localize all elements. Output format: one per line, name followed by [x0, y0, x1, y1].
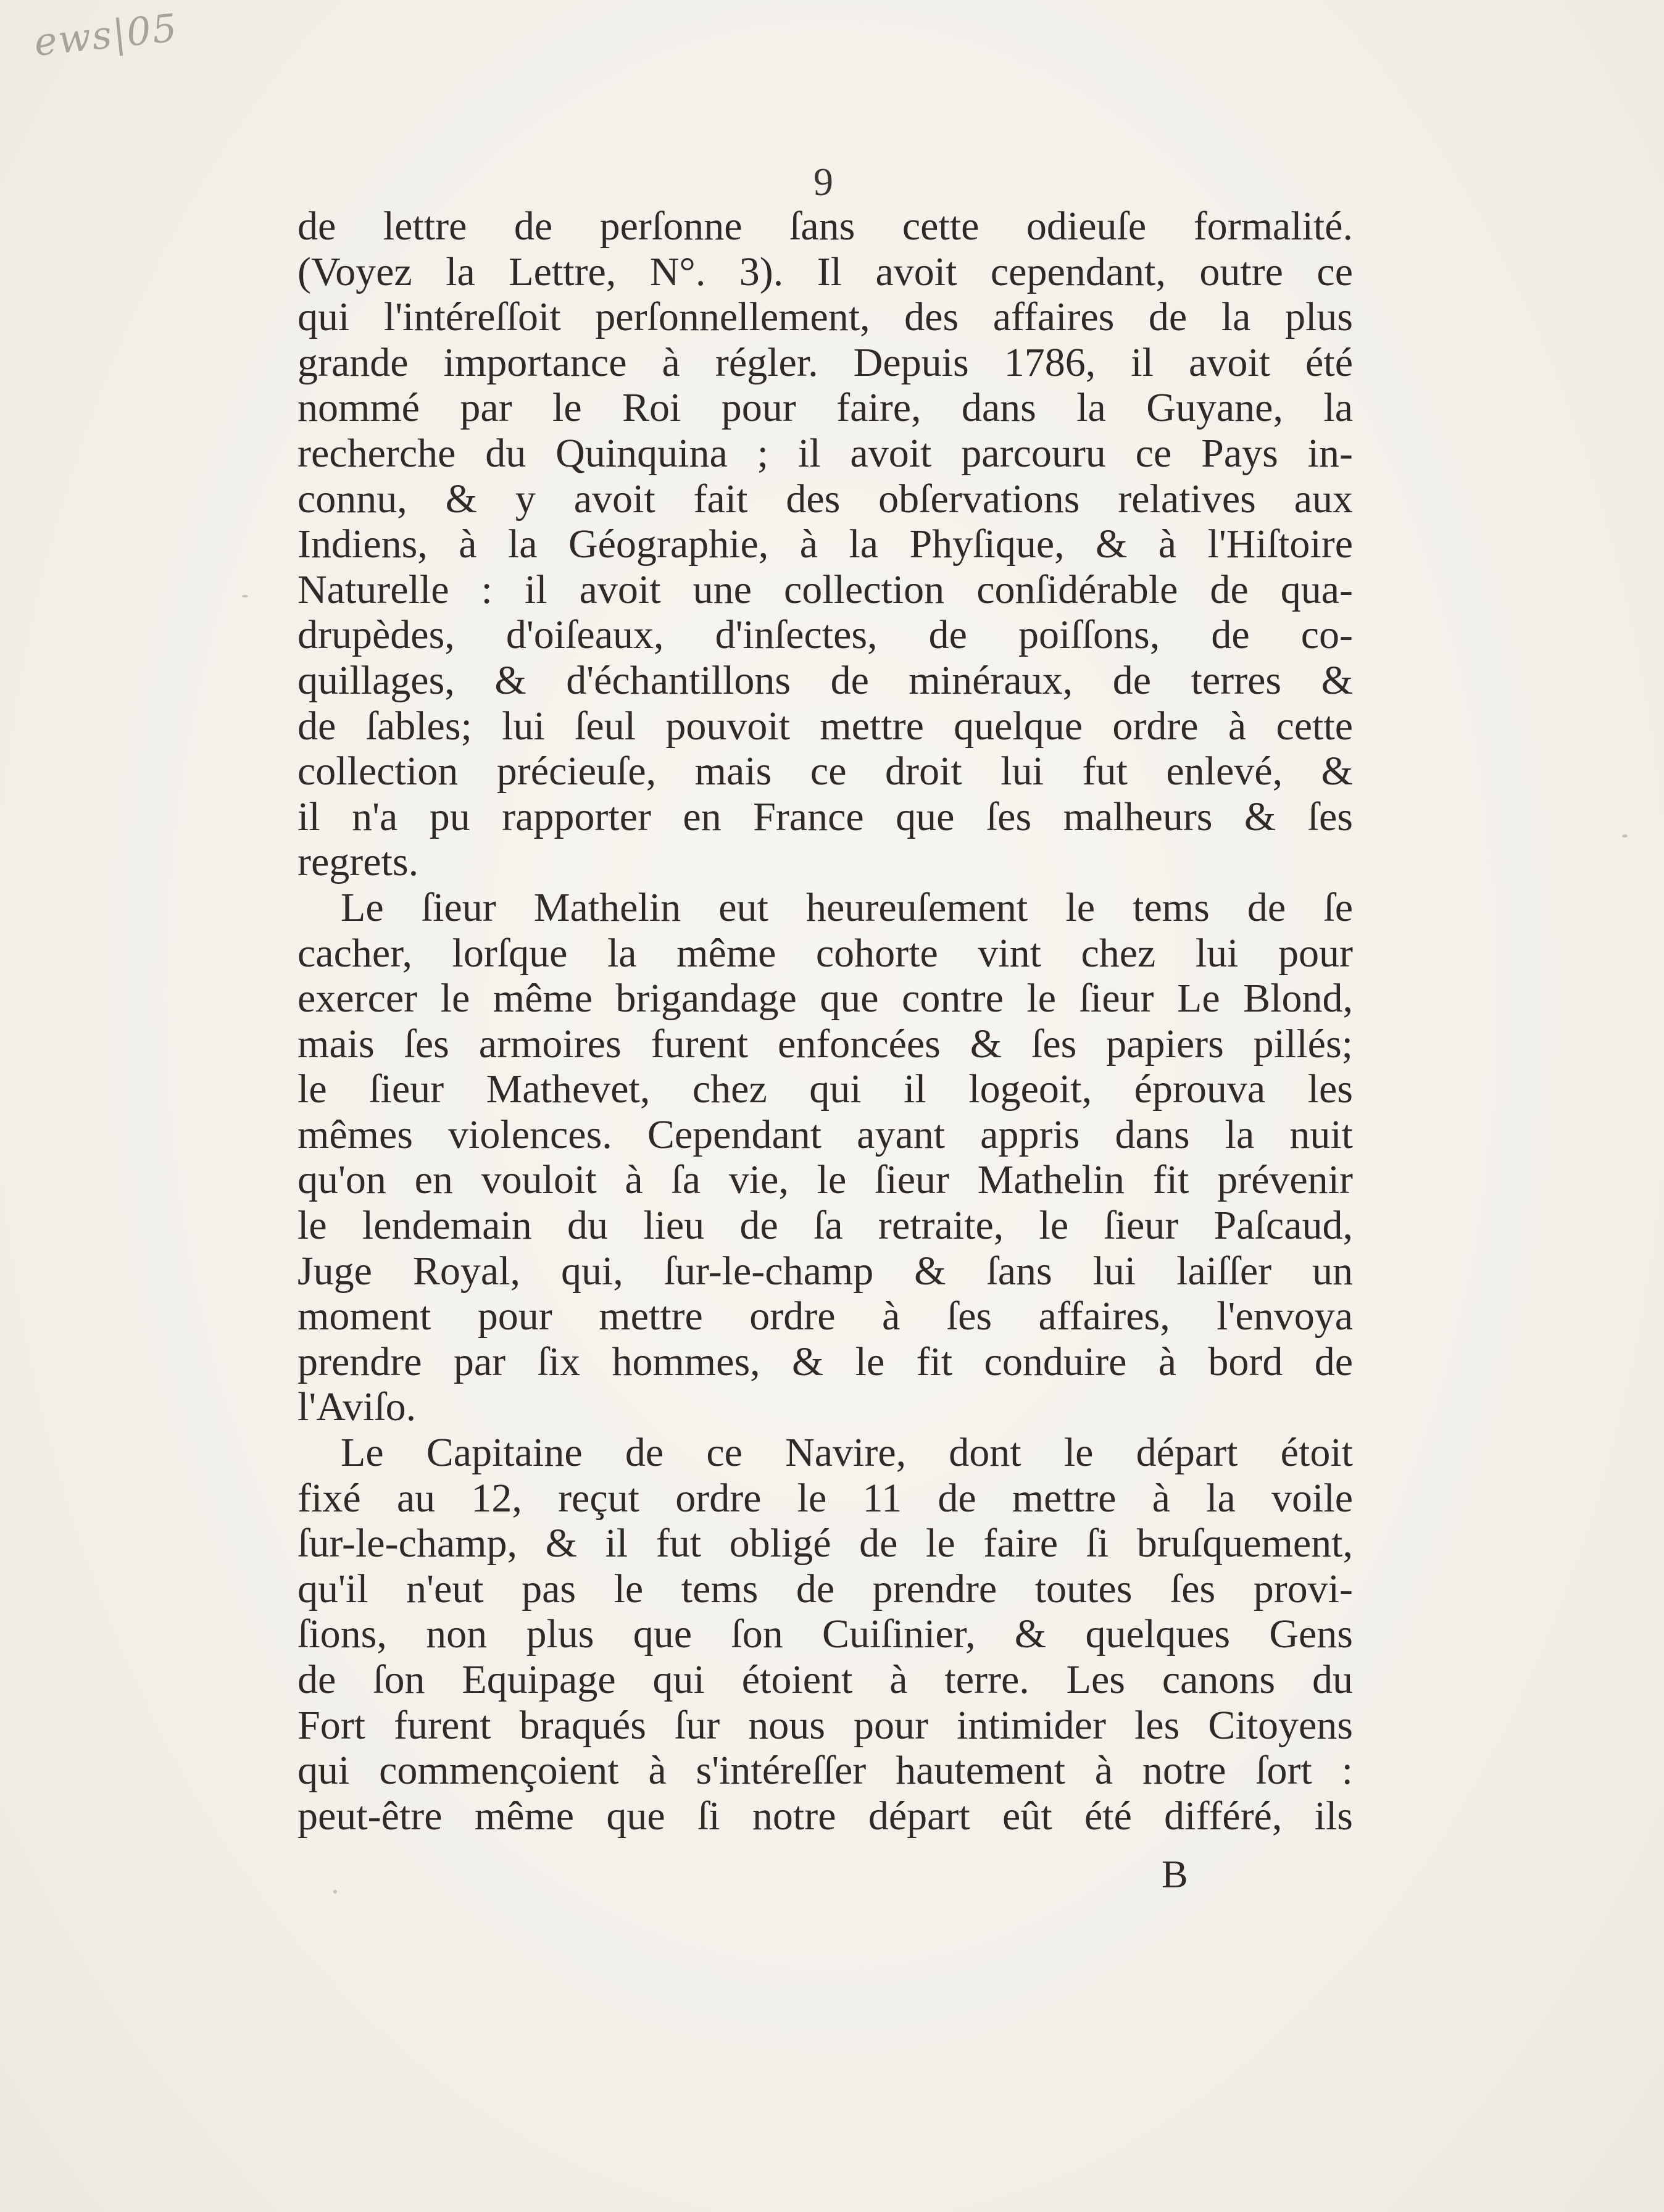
text-line: le ſieur Mathevet, chez qui il logeoit, éprouva les — [297, 1066, 1353, 1112]
text-line: Fort furent braqués ſur nous pour intimider les Citoyens — [297, 1702, 1353, 1748]
text-line: mêmes violences. Cependant ayant appris dans la nuit — [297, 1112, 1353, 1157]
text-line: quillages, & d'échantillons de minéraux, de terres & — [297, 657, 1353, 703]
text-line: prendre par ſix hommes, & le fit conduire à bord de — [297, 1339, 1353, 1384]
text-line: ſions, non plus que ſon Cuiſinier, & quelques Gens — [297, 1611, 1353, 1657]
text-line: Juge Royal, qui, ſur-le-champ & ſans lui laiſſer un — [297, 1248, 1353, 1294]
text-line: nommé par le Roi pour faire, dans la Guyane, la — [297, 385, 1353, 431]
text-line: grande importance à régler. Depuis 1786, il avoit été — [297, 339, 1353, 385]
text-line: Le ſieur Mathelin eut heureuſement le tems de ſe — [341, 884, 1353, 930]
text-line: collection précieuſe, mais ce droit lui fut enlevé, & — [297, 749, 1353, 794]
paper-speck — [1622, 834, 1628, 838]
text-line: qu'il n'eut pas le tems de prendre toutes ſes provi- — [297, 1566, 1353, 1611]
signature-mark: B — [1162, 1852, 1188, 1896]
text-line: mais ſes armoires furent enfoncées & ſes papiers pillés; — [297, 1021, 1353, 1066]
handwritten-annotation: ews|05 — [31, 5, 180, 65]
text-line: recherche du Quinquina ; il avoit parcouru ce Pays in- — [297, 430, 1353, 476]
text-line: Indiens, à la Géographie, à la Phyſique, & à l'Hiſtoire — [297, 522, 1353, 567]
text-line: regrets. — [297, 839, 419, 885]
text-line: de ſon Equipage qui étoient à terre. Les canons du — [297, 1657, 1353, 1702]
text-line: (Voyez la Lettre, N°. 3). Il avoit cependant, outre ce — [297, 249, 1353, 294]
text-line: qui l'intéreſſoit perſonnellement, des affaires de la plus — [297, 294, 1353, 340]
page-number: 9 — [813, 160, 833, 204]
text-line: de lettre de perſonne ſans cette odieuſe formalité. — [297, 204, 1353, 249]
text-line: Naturelle : il avoit une collection conſidérable de qua- — [297, 567, 1353, 612]
text-line: Le Capitaine de ce Navire, dont le départ étoit — [341, 1430, 1353, 1476]
text-line: ſur-le-champ, & il fut obligé de le faire ſi bruſquement, — [297, 1521, 1353, 1566]
text-line: moment pour mettre ordre à ſes affaires, l'envoya — [297, 1294, 1353, 1339]
text-line: de ſables; lui ſeul pouvoit mettre quelque ordre à cette — [297, 703, 1353, 749]
text-line: le lendemain du lieu de ſa retraite, le ſieur Paſcaud, — [297, 1203, 1353, 1249]
text-line: peut-être même que ſi notre départ eût été différé, ils — [297, 1793, 1353, 1839]
body-text — [297, 204, 1353, 1839]
text-line: connu, & y avoit fait des obſervations relatives aux — [297, 476, 1353, 522]
text-line: l'Aviſo. — [297, 1384, 417, 1430]
text-line: cacher, lorſque la même cohorte vint chez lui pour — [297, 930, 1353, 976]
text-line: exercer le même brigandage que contre le ſieur Le Blond, — [297, 976, 1353, 1021]
paper-speck — [242, 595, 248, 597]
text-line: qu'on en vouloit à ſa vie, le ſieur Mathelin fit prévenir — [297, 1157, 1353, 1203]
text-line: il n'a pu rapporter en France que ſes malheurs & ſes — [297, 794, 1353, 839]
text-line: drupèdes, d'oiſeaux, d'inſectes, de poiſſons, de co- — [297, 612, 1353, 658]
paper-speck — [333, 1890, 337, 1894]
text-line: fixé au 12, reçut ordre le 11 de mettre à la voile — [297, 1475, 1353, 1521]
text-line: qui commençoient à s'intéreſſer hautement à notre ſort : — [297, 1748, 1353, 1794]
